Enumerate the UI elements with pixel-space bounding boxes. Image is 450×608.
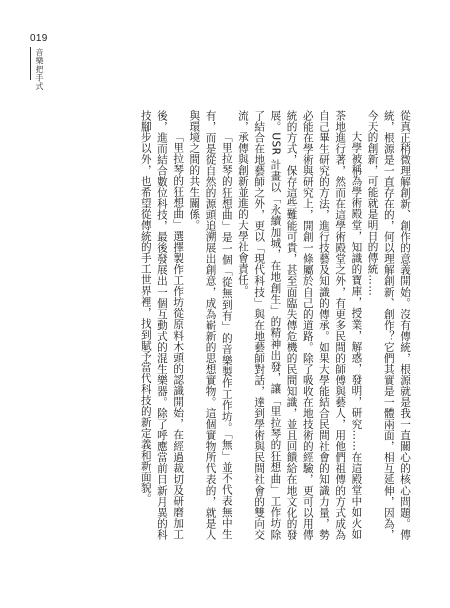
paragraph-3: 「里拉琴的狂想曲」是一個「從無到有」的音樂製作工作坊。「無」並不代表無中生有，而是從自然的源頭追溯展出創意，成為嶄新的思想實物。這個實物所代表的，就是人與環境之間的共生關係。 (188, 110, 233, 540)
running-head: 音樂把手式 (35, 48, 44, 91)
page-number: 019 (30, 33, 48, 44)
body-text (113, 110, 413, 540)
paragraph-2: 大學被稱為學術殿堂，知識的寶庫，授業，解惑，發明，研究……在這殿堂中如火如荼地進行著，然而在這學術殿堂之外，有更多民間的師傅與藝人，用他們祖傳的方式成為自己畢生研究的方法，進行技藝及知識的傳承。如果大學能結合民間社會的知識力量，勢必能在學術與研究上，開創一條屬於自己的道路。除了吸收在地技術的經驗，更可以用傳統的方式，保存這些難能可貴，甚至面臨失傳危機的民間知識，並且回饋給在地文化的發展。USR 計畫以「永續加城，在地創生」的精神出發，讓「里拉琴的狂想曲」工作坊除了結合在地藝師之外，更以「現代科技」與在地藝師對話，達到學術與民間社會的雙向交流，承傳與創新並進的大學社會責任。 (236, 110, 363, 540)
paragraph-4: 「里拉琴的狂想曲」選擇製作工作坊從原料木頭的認識開始，在經過裁切及研磨加工後，進而結合數位科技，最後發展出一個互動式的混生樂器。除了呼應當前日新月異的科技腳步以外，也希望從傳統的手工世界裡，找到賦予當代科技的新定義和新面貌。 (139, 110, 185, 540)
paragraph-1: 從真正稍微理解創新、創作的意義開始。沒有傳統，根源就是我一直關心的核心問題。傳統，根源是一直存在的，何以理解創新、創作？它們其實是一體兩面，相互延伸，因為，今天的創新，可能就是明日的傳統…… (366, 110, 411, 540)
header-rule (30, 47, 31, 80)
